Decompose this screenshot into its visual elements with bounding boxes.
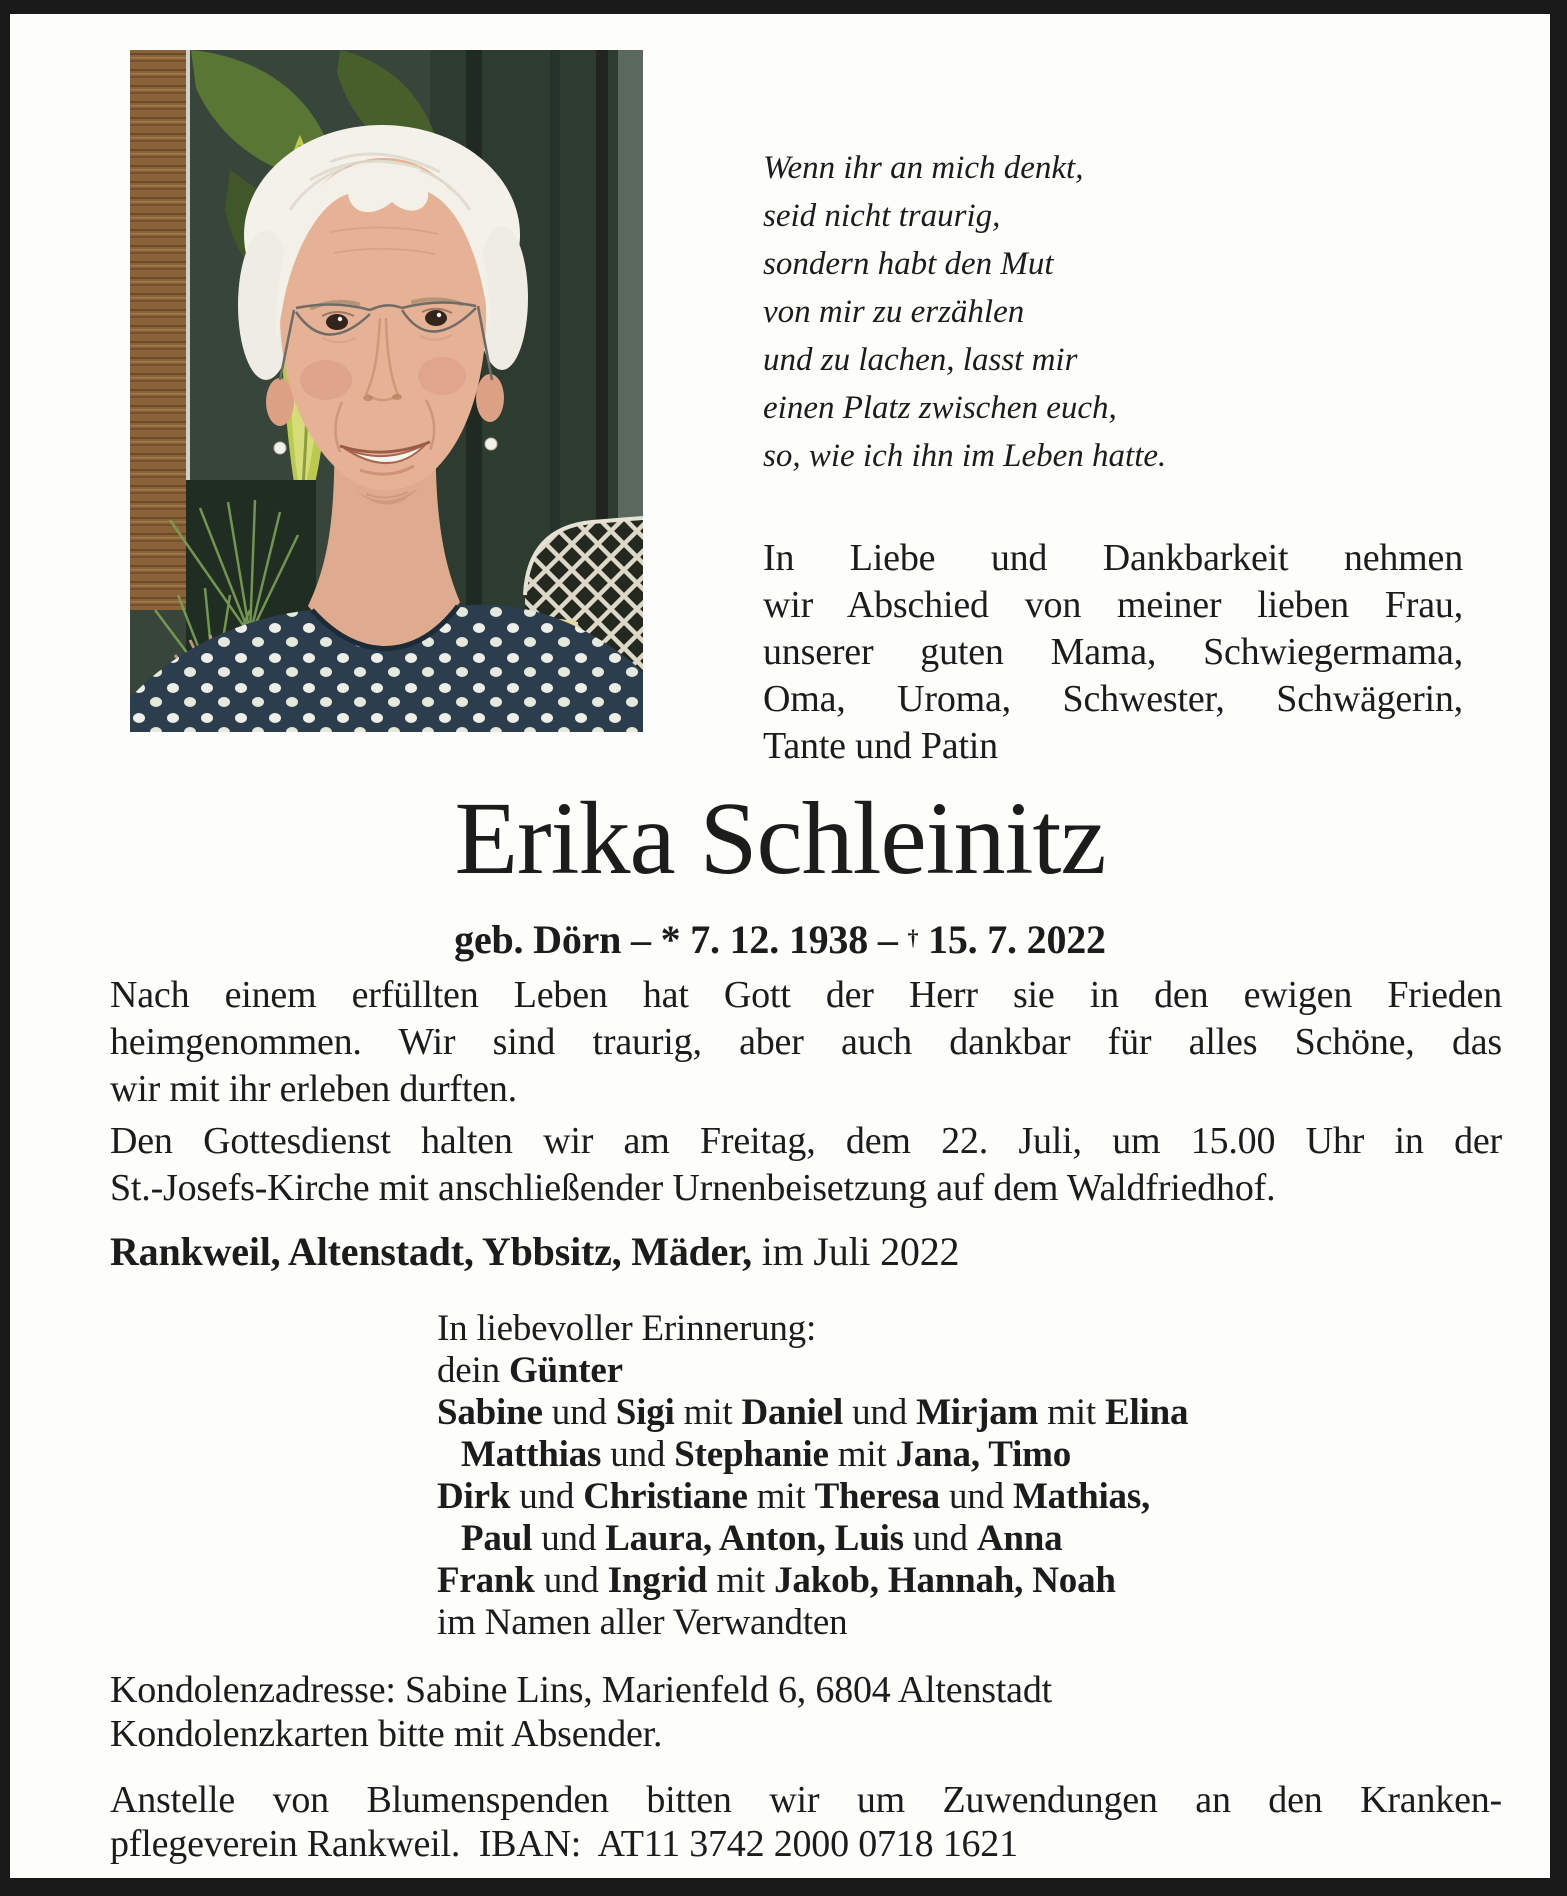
birth-and-death-dates xyxy=(10,916,1550,963)
text-segment: 15. 7. 2022 xyxy=(918,917,1106,962)
text-line: Den Gottesdienst halten wir am Freitag, dem 22. Juli, um 15.00 Uhr in der xyxy=(110,1120,1502,1162)
text-segment: dein xyxy=(437,1350,509,1391)
text-segment: † xyxy=(907,925,919,951)
memorial-poem xyxy=(763,144,1233,480)
text-segment: Stephanie xyxy=(674,1434,829,1475)
deceased-name: Erika Schleinitz xyxy=(454,781,1106,896)
text-segment: und xyxy=(542,1392,616,1433)
text-segment: Mirjam xyxy=(916,1392,1039,1433)
obituary-paragraph xyxy=(110,972,1502,1113)
text-segment: In liebevoller Erinnerung: xyxy=(437,1308,817,1349)
text-segment: mit xyxy=(747,1476,815,1517)
pearl-earring xyxy=(274,442,286,454)
service-paragraph xyxy=(110,1118,1502,1212)
text-segment: und xyxy=(510,1476,584,1517)
text-segment: Jakob, Hannah, Noah xyxy=(774,1560,1116,1601)
text-segment: Daniel xyxy=(741,1392,844,1433)
text-line: Tante und Patin xyxy=(763,725,998,767)
text-segment: und xyxy=(939,1476,1013,1517)
text-segment: Laura, Anton, Luis xyxy=(605,1518,904,1559)
text-segment: im Namen aller Verwandten xyxy=(437,1602,848,1643)
text-line xyxy=(437,1560,1487,1602)
portrait-photo xyxy=(130,50,643,732)
text-line: St.-Josefs-Kirche mit anschließender Urnenbeisetzung auf dem Waldfriedhof. xyxy=(110,1167,1276,1209)
text-line xyxy=(437,1308,1487,1350)
pearl-earring xyxy=(485,438,497,450)
text-line xyxy=(437,1392,1487,1434)
text-segment: Günter xyxy=(508,1350,623,1391)
text-line: heimgenommen. Wir sind traurig, aber auch dankbar für alles Schöne, das xyxy=(110,1021,1502,1063)
text-segment: und xyxy=(903,1518,977,1559)
donation-note xyxy=(110,1778,1502,1866)
text-line: wir mit ihr erleben durften. xyxy=(110,1068,517,1110)
text-segment: mit xyxy=(707,1560,775,1601)
text-line: In Liebe und Dankbarkeit nehmen xyxy=(763,537,1463,579)
text-segment: mit xyxy=(1038,1392,1105,1433)
text-segment: Sabine xyxy=(437,1392,543,1433)
condolence-address xyxy=(110,1668,1502,1756)
text-line xyxy=(437,1602,1487,1644)
text-segment: Christiane xyxy=(583,1476,748,1517)
text-line: pflegeverein Rankweil. IBAN: AT11 3742 2000 0718 1621 xyxy=(110,1823,1018,1865)
text-segment: Mathias, xyxy=(1012,1476,1151,1517)
text-line: Oma, Uroma, Schwester, Schwägerin, xyxy=(763,678,1463,720)
text-line: von mir zu erzählen xyxy=(763,294,1025,330)
text-segment: Rankweil, Altenstadt, Ybbsitz, Mäder, xyxy=(110,1229,752,1274)
text-segment: im Juli 2022 xyxy=(751,1229,960,1274)
text-line: unserer guten Mama, Schwiegermama, xyxy=(763,631,1463,673)
text-line: wir Abschied von meiner lieben Frau, xyxy=(763,584,1463,626)
text-line xyxy=(437,1434,1487,1476)
text-line: einen Platz zwischen euch, xyxy=(763,390,1117,426)
text-segment: und xyxy=(601,1434,675,1475)
text-segment: Jana, Timo xyxy=(895,1434,1072,1475)
text-segment: mit xyxy=(828,1434,896,1475)
text-segment: und xyxy=(534,1560,608,1601)
places-date-line xyxy=(110,1228,1502,1275)
farewell-intro xyxy=(763,535,1463,770)
text-segment: geb. Dörn – * 7. 12. 1938 – xyxy=(454,917,908,962)
text-line xyxy=(10,916,1550,963)
text-line: und zu lachen, lasst mir xyxy=(763,342,1078,378)
text-line: Kondolenzadresse: Sabine Lins, Marienfeld 6, 6804 Altenstadt xyxy=(110,1669,1053,1711)
text-line: Kondolenzkarten bitte mit Absender. xyxy=(110,1713,663,1755)
text-line: so, wie ich ihn im Leben hatte. xyxy=(763,438,1167,474)
text-line: seid nicht traurig, xyxy=(763,198,1001,234)
obituary-inner-sheet xyxy=(10,14,1550,1878)
text-segment: Theresa xyxy=(814,1476,940,1517)
text-segment: Paul xyxy=(461,1518,533,1559)
text-segment: und xyxy=(843,1392,917,1433)
text-segment: mit xyxy=(674,1392,742,1433)
text-segment: Sigi xyxy=(615,1392,675,1433)
text-segment: Frank xyxy=(437,1560,535,1601)
text-line: Wenn ihr an mich denkt, xyxy=(763,150,1084,186)
text-line xyxy=(437,1350,1487,1392)
text-segment: Elina xyxy=(1104,1392,1189,1433)
text-line xyxy=(437,1476,1487,1518)
text-line xyxy=(437,1518,1487,1560)
text-line: Anstelle von Blumenspenden bitten wir um Zuwendungen an den Kranken- xyxy=(110,1779,1502,1821)
text-line: sondern habt den Mut xyxy=(763,246,1054,282)
text-line xyxy=(110,1228,1502,1275)
remembrance-family-list xyxy=(437,1308,1487,1644)
text-segment: Ingrid xyxy=(607,1560,708,1601)
text-line: Nach einem erfüllten Leben hat Gott der Herr sie in den ewigen Frieden xyxy=(110,974,1502,1016)
text-segment: Dirk xyxy=(437,1476,511,1517)
text-segment: Anna xyxy=(976,1518,1063,1559)
text-segment: und xyxy=(532,1518,606,1559)
text-segment: Matthias xyxy=(461,1434,602,1475)
